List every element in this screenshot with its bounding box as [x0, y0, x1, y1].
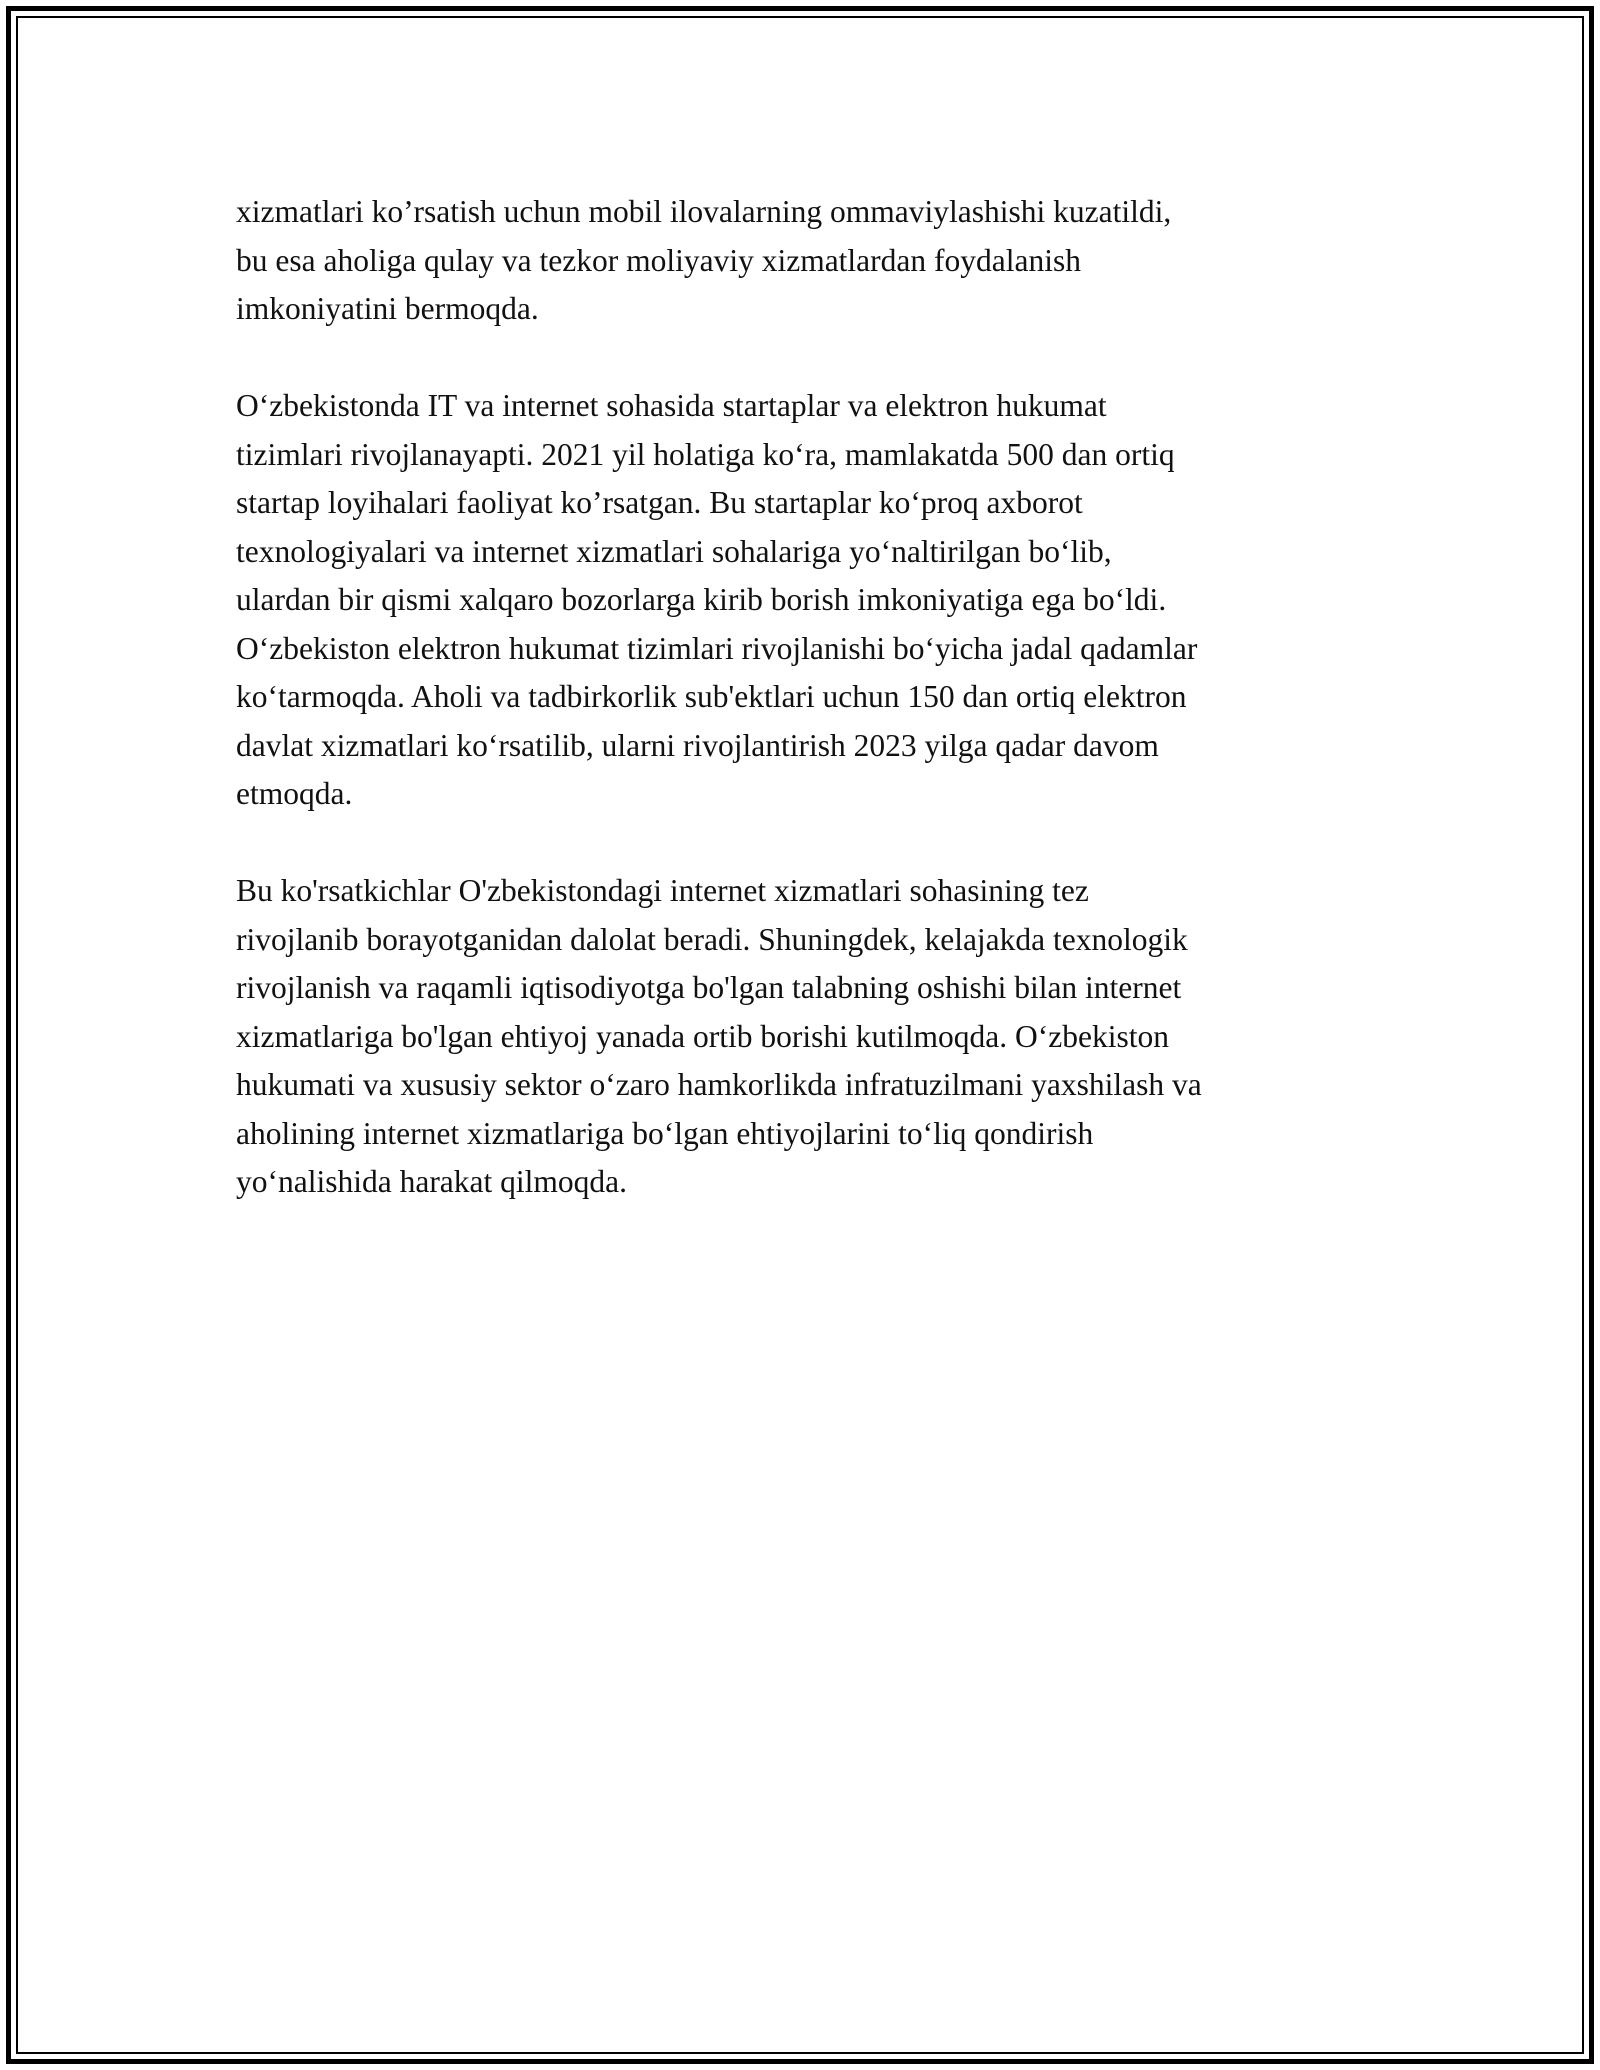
paragraph-1: xizmatlari ko’rsatish uchun mobil ilovalarning ommaviylashishi kuzatildi, bu esa aholiga qulay va tezkor moliyaviy xizmatlardan foydalanish imkoniyatini bermoqda.	[236, 194, 1172, 326]
paragraph-2: O‘zbekistonda IT va internet sohasida startaplar va elektron hukumat tizimlari rivojlanayapti. 2021 yil holatiga ko‘ra, mamlakatda 500 dan ortiq startap loyihalari faoliyat ko’rsatgan. Bu startaplar ko‘proq axborot texnologiyalari va internet xizmatlari sohalariga yo‘naltirilgan bo‘lib, ulardan bir qismi xalqaro bozorlarga kirib borish imkoniyatiga ega bo‘ldi. O‘zbekiston elektron hukumat tizimlari rivojlanishi bo‘yicha jadal qadamlar ko‘tarmoqda. Aholi va tadbirkorlik sub'ektlari uchun 150 dan ortiq elektron davlat xizmatlari ko‘rsatilib, ularni rivojlantirish 2023 yilga qadar davom etmoqda.	[236, 388, 1198, 811]
paragraph-3: Bu ko'rsatkichlar O'zbekistondagi internet xizmatlari sohasining tez rivojlanib borayotganidan dalolat beradi. Shuningdek, kelajakda texnologik rivojlanish va raqamli iqtisodiyotga bo'lgan talabning oshishi bilan internet xizmatlariga bo'lgan ehtiyoj yanada ortib borishi kutilmoqda. O‘zbekiston hukumati va xususiy sektor o‘zaro hamkorlikda infratuzilmani yaxshilash va aholining internet xizmatlariga bo‘lgan ehtiyojlarini to‘liq qondirish yo‘nalishida harakat qilmoqda.	[236, 873, 1202, 1199]
document-body	[236, 188, 1366, 1255]
